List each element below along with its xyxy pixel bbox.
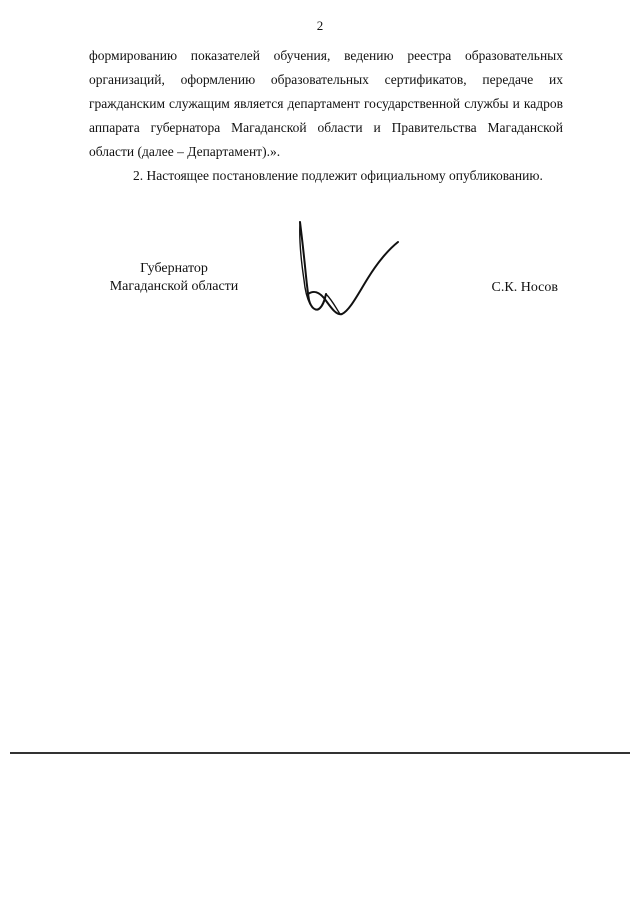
footer-divider bbox=[10, 752, 630, 754]
paragraph-continuation: формированию показателей обучения, ведению реестра образовательных организаций, оформлению образовательных сертификатов, передаче их гражданским служащим является департамент государственной службы и кадров аппарата губернатора Магаданской области и Правительства Магаданской области (далее – Департамент).». bbox=[89, 48, 563, 159]
signer-title-line-2: Магаданской области bbox=[109, 279, 239, 294]
page-number: 2 bbox=[316, 18, 324, 33]
signature-block bbox=[0, 260, 640, 340]
signer-title bbox=[96, 260, 252, 296]
handwritten-signature-icon bbox=[286, 220, 406, 320]
signer-title-line-1: Губернатор bbox=[140, 261, 208, 276]
paragraph-publication-clause: 2. Настоящее постановление подлежит официальному опубликованию. bbox=[133, 168, 543, 183]
signer-name: С.К. Носов bbox=[491, 280, 558, 295]
document-body bbox=[89, 44, 563, 188]
